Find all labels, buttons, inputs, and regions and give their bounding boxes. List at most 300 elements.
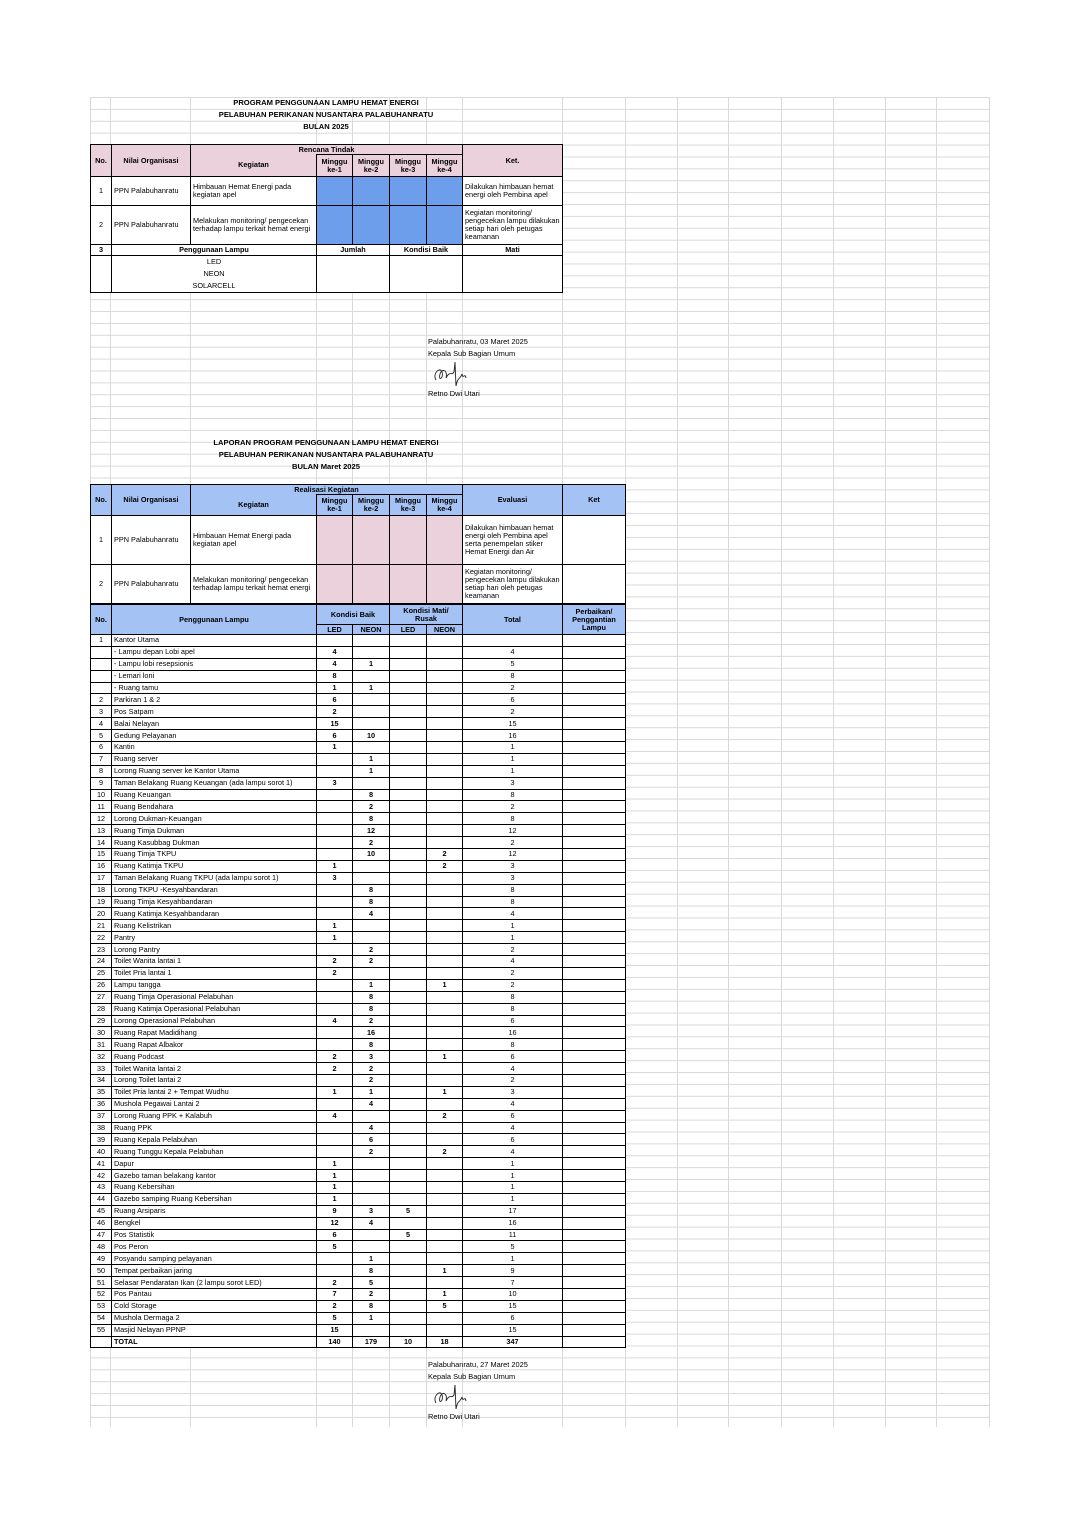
lamp-row-baik-neon <box>353 742 390 754</box>
lamp-row-mati-led <box>390 658 427 670</box>
lamp-row-no: 25 <box>91 967 112 979</box>
lamp-row-baik-led: 2 <box>317 1063 353 1075</box>
lamp-row-baik-neon <box>353 872 390 884</box>
lamp-row-mati-neon <box>427 777 463 789</box>
lamp-row-mati-led <box>390 1217 427 1229</box>
lamp-row-mati-led <box>390 967 427 979</box>
plan-week-cell <box>390 206 427 245</box>
lamp-row-no <box>91 682 112 694</box>
report-row-no: 1 <box>91 516 112 565</box>
lamp-row-no: 52 <box>91 1288 112 1300</box>
lamp-row-no: 16 <box>91 860 112 872</box>
lamp-row-total: 9 <box>463 1265 563 1277</box>
report-row-org: PPN Palabuhanratu <box>112 565 191 604</box>
lamp-row-repair <box>563 837 626 849</box>
lamp-row-no: 36 <box>91 1098 112 1110</box>
lamp-row-location: Posyandu samping pelayanan <box>112 1253 317 1265</box>
lamp-row <box>91 837 626 849</box>
lamp-row-mati-neon <box>427 765 463 777</box>
lamp-row-baik-neon <box>353 635 390 647</box>
lamp-row-total: 4 <box>463 1063 563 1075</box>
lamp-row-mati-neon <box>427 872 463 884</box>
lamp-row-repair <box>563 1253 626 1265</box>
lamp-row-location: Pos Statistik <box>112 1229 317 1241</box>
lamp-row-total: 6 <box>463 694 563 706</box>
lamp-row-baik-neon: 8 <box>353 884 390 896</box>
lamp-row-baik-led <box>317 1098 353 1110</box>
lamp-row-no: 35 <box>91 1086 112 1098</box>
lamp-row-location: Toilet Wanita lantai 2 <box>112 1063 317 1075</box>
lamp-row <box>91 872 626 884</box>
lamp-total-label: TOTAL <box>112 1336 317 1348</box>
lamp-row <box>91 730 626 742</box>
lamp-header-mati: Kondisi Mati/ Rusak <box>390 605 463 625</box>
report-week-cell <box>317 516 353 565</box>
lamp-row <box>91 1229 626 1241</box>
lamp-row-location: Pantry <box>112 932 317 944</box>
lamp-header-baik-led: LED <box>317 625 353 635</box>
lamp-row-no <box>91 658 112 670</box>
lamp-row-mati-led: 5 <box>390 1205 427 1217</box>
lamp-row <box>91 765 626 777</box>
lamp-row-total: 16 <box>463 1217 563 1229</box>
lamp-row-baik-led: 1 <box>317 932 353 944</box>
lamp-row-total: 4 <box>463 1122 563 1134</box>
lamp-row-no: 43 <box>91 1181 112 1193</box>
lamp-row-mati-led <box>390 670 427 682</box>
lamp-row-baik-led: 1 <box>317 1158 353 1170</box>
lamp-row-baik-led <box>317 635 353 647</box>
report-title-2: PELABUHAN PERIKANAN NUSANTARA PALABUHANRATU <box>218 450 434 459</box>
lamp-row-baik-led: 9 <box>317 1205 353 1217</box>
lamp-row-location: Toilet Pria lantai 1 <box>112 967 317 979</box>
lamp-row-repair <box>563 1051 626 1063</box>
lamp-row-no: 28 <box>91 1003 112 1015</box>
lamp-row-no: 27 <box>91 991 112 1003</box>
lamp-row-total: 4 <box>463 908 563 920</box>
lamp-row-repair <box>563 646 626 658</box>
lamp-row-mati-neon <box>427 1039 463 1051</box>
lamp-row-baik-led <box>317 1039 353 1051</box>
lamp-row-no: 5 <box>91 730 112 742</box>
lamp-row <box>91 801 626 813</box>
lamp-row <box>91 1217 626 1229</box>
plan-lamp-label: Penggunaan Lampu <box>112 245 317 256</box>
lamp-row-baik-neon: 2 <box>353 1288 390 1300</box>
lamp-row-mati-led <box>390 1241 427 1253</box>
report-header-realisasi: Realisasi Kegiatan <box>191 485 463 495</box>
plan-row-no: 2 <box>91 206 112 245</box>
lamp-row-location: Ruang Katimja TKPU <box>112 860 317 872</box>
lamp-row-no: 29 <box>91 1015 112 1027</box>
lamp-row-location: Kantin <box>112 742 317 754</box>
lamp-row-location: Balai Nelayan <box>112 718 317 730</box>
lamp-row-repair <box>563 694 626 706</box>
lamp-row <box>91 1003 626 1015</box>
lamp-row-location: Cold Storage <box>112 1300 317 1312</box>
lamp-row-baik-neon: 4 <box>353 908 390 920</box>
lamp-row-total: 8 <box>463 670 563 682</box>
lamp-row-location: Ruang Bendahara <box>112 801 317 813</box>
lamp-row-baik-led: 2 <box>317 1300 353 1312</box>
lamp-row-location: Masjid Nelayan PPNP <box>112 1324 317 1336</box>
lamp-row-baik-neon: 2 <box>353 1146 390 1158</box>
lamp-row-baik-neon: 8 <box>353 1003 390 1015</box>
lamp-row-baik-neon: 2 <box>353 956 390 968</box>
lamp-row-location: Ruang Timja Kesyahbandaran <box>112 896 317 908</box>
lamp-row-total: 3 <box>463 1086 563 1098</box>
lamp-row-repair <box>563 1158 626 1170</box>
lamp-row-repair <box>563 1134 626 1146</box>
lamp-row-mati-neon <box>427 753 463 765</box>
lamp-row-baik-led <box>317 1146 353 1158</box>
lamp-row-baik-led <box>317 896 353 908</box>
lamp-row-repair <box>563 967 626 979</box>
lamp-row-baik-neon: 1 <box>353 1086 390 1098</box>
lamp-row-mati-led <box>390 789 427 801</box>
lamp-row-no: 49 <box>91 1253 112 1265</box>
lamp-row-baik-neon <box>353 777 390 789</box>
plan-header-ket: Ket. <box>463 145 563 177</box>
lamp-row-baik-neon: 6 <box>353 1134 390 1146</box>
plan-row-ket: Dilakukan himbauan hemat energi oleh Pembina apel <box>463 177 563 206</box>
lamp-row <box>91 789 626 801</box>
lamp-row <box>91 1300 626 1312</box>
lamp-row-mati-neon <box>427 813 463 825</box>
plan-header-org: Nilai Organisasi <box>112 145 191 177</box>
lamp-row-baik-neon <box>353 694 390 706</box>
lamp-row-repair <box>563 801 626 813</box>
lamp-row-mati-neon <box>427 1122 463 1134</box>
lamp-row-repair <box>563 908 626 920</box>
lamp-row-baik-led: 1 <box>317 860 353 872</box>
lamp-row-repair <box>563 1063 626 1075</box>
lamp-row-mati-neon <box>427 1134 463 1146</box>
lamp-row-repair <box>563 860 626 872</box>
lamp-row-mati-led <box>390 635 427 647</box>
lamp-row-total: 1 <box>463 920 563 932</box>
lamp-row-baik-neon: 4 <box>353 1098 390 1110</box>
signature-image <box>428 360 474 388</box>
plan-row-kegiatan: Himbauan Hemat Energi pada kegiatan apel <box>191 177 317 206</box>
lamp-row-baik-neon: 2 <box>353 1063 390 1075</box>
lamp-row-no: 14 <box>91 837 112 849</box>
report-week-cell <box>353 516 390 565</box>
lamp-row-location: Lorong Toilet lantai 2 <box>112 1074 317 1086</box>
lamp-row <box>91 1134 626 1146</box>
lamp-row-mati-led <box>390 1277 427 1289</box>
lamp-row <box>91 1277 626 1289</box>
lamp-row-total: 11 <box>463 1229 563 1241</box>
lamp-row-no: 8 <box>91 765 112 777</box>
lamp-row-repair <box>563 1193 626 1205</box>
lamp-row-mati-led <box>390 932 427 944</box>
lamp-row-no: 22 <box>91 932 112 944</box>
lamp-row-location: Ruang server <box>112 753 317 765</box>
lamp-row <box>91 1063 626 1075</box>
lamp-row-mati-led <box>390 1074 427 1086</box>
lamp-row-baik-neon: 8 <box>353 789 390 801</box>
lamp-row-baik-neon: 12 <box>353 825 390 837</box>
lamp-row-repair <box>563 765 626 777</box>
lamp-row-repair <box>563 1324 626 1336</box>
lamp-row-baik-neon <box>353 1324 390 1336</box>
lamp-row-mati-neon <box>427 837 463 849</box>
lamp-row-total: 8 <box>463 896 563 908</box>
lamp-row <box>91 1253 626 1265</box>
lamp-row-baik-led <box>317 1003 353 1015</box>
lamp-row-location: Ruang Timja TKPU <box>112 849 317 861</box>
lamp-row-baik-neon: 4 <box>353 1122 390 1134</box>
lamp-row-baik-led: 3 <box>317 777 353 789</box>
report-header-w3: Minggu ke-3 <box>390 495 427 516</box>
sign-place-date: Palabuhanratu, 27 Maret 2025 <box>428 1360 528 1369</box>
lamp-row <box>91 920 626 932</box>
lamp-row-repair <box>563 1181 626 1193</box>
lamp-row-mati-neon <box>427 1241 463 1253</box>
lamp-row-total: 3 <box>463 860 563 872</box>
plan-week-cell <box>427 177 463 206</box>
lamp-row-repair <box>563 1098 626 1110</box>
lamp-row <box>91 849 626 861</box>
lamp-row-location: Ruang PPK <box>112 1122 317 1134</box>
lamp-row-baik-neon: 8 <box>353 1300 390 1312</box>
lamp-row-baik-led: 4 <box>317 658 353 670</box>
lamp-row-location: Lorong Pantry <box>112 944 317 956</box>
lamp-row-location: Pos Pantau <box>112 1288 317 1300</box>
lamp-row <box>91 635 626 647</box>
lamp-row-mati-led <box>390 1265 427 1277</box>
lamp-row-repair <box>563 944 626 956</box>
lamp-row-location: Gazebo samping Ruang Kebersihan <box>112 1193 317 1205</box>
lamp-row-baik-led: 5 <box>317 1241 353 1253</box>
lamp-row-no: 4 <box>91 718 112 730</box>
lamp-row-no: 46 <box>91 1217 112 1229</box>
lamp-row-location: Ruang Tunggu Kepala Pelabuhan <box>112 1146 317 1158</box>
lamp-row-no: 6 <box>91 742 112 754</box>
plan-row-org: PPN Palabuhanratu <box>112 177 191 206</box>
lamp-row-no: 23 <box>91 944 112 956</box>
lamp-row-location: Taman Belakang Ruang TKPU (ada lampu sorot 1) <box>112 872 317 884</box>
lamp-total-total: 347 <box>463 1336 563 1348</box>
lamp-row-mati-neon <box>427 1181 463 1193</box>
lamp-row <box>91 944 626 956</box>
lamp-row-total: 2 <box>463 944 563 956</box>
lamp-row-mati-neon: 1 <box>427 1051 463 1063</box>
lamp-row-repair <box>563 1039 626 1051</box>
report-row-no: 2 <box>91 565 112 604</box>
lamp-row-mati-led <box>390 1039 427 1051</box>
lamp-row-total: 1 <box>463 1181 563 1193</box>
lamp-row-total: 1 <box>463 1253 563 1265</box>
sign-position: Kepala Sub Bagian Umum <box>428 349 516 358</box>
lamp-row-no: 26 <box>91 979 112 991</box>
lamp-row-mati-led <box>390 1193 427 1205</box>
lamp-row-total: 2 <box>463 1074 563 1086</box>
lamp-row-total: 8 <box>463 1003 563 1015</box>
lamp-row-mati-neon <box>427 920 463 932</box>
lamp-row-location: Ruang Kasubbag Dukman <box>112 837 317 849</box>
lamp-row <box>91 813 626 825</box>
lamp-row-location: Bengkel <box>112 1217 317 1229</box>
lamp-row-mati-neon <box>427 682 463 694</box>
lamp-row-no: 15 <box>91 849 112 861</box>
plan-week-cell <box>390 177 427 206</box>
lamp-row-no: 40 <box>91 1146 112 1158</box>
report-row-org: PPN Palabuhanratu <box>112 516 191 565</box>
lamp-row-total: 17 <box>463 1205 563 1217</box>
lamp-row-mati-neon <box>427 646 463 658</box>
lamp-row-total: 6 <box>463 1051 563 1063</box>
lamp-row-mati-neon <box>427 1098 463 1110</box>
lamp-row-baik-neon: 2 <box>353 944 390 956</box>
lamp-row-baik-led: 3 <box>317 872 353 884</box>
lamp-row-mati-led <box>390 1253 427 1265</box>
lamp-row-no: 17 <box>91 872 112 884</box>
lamp-row-baik-led <box>317 1074 353 1086</box>
lamp-row-mati-neon <box>427 718 463 730</box>
lamp-row <box>91 646 626 658</box>
lamp-row-total: 15 <box>463 1324 563 1336</box>
lamp-row-repair <box>563 956 626 968</box>
lamp-row-repair <box>563 1146 626 1158</box>
report-header-evaluasi: Evaluasi <box>463 485 563 516</box>
lamp-row-repair <box>563 1003 626 1015</box>
lamp-row-mati-led <box>390 837 427 849</box>
lamp-row-location: Ruang Kebersihan <box>112 1181 317 1193</box>
lamp-row-no: 11 <box>91 801 112 813</box>
lamp-row <box>91 1205 626 1217</box>
lamp-row-mati-neon <box>427 1277 463 1289</box>
lamp-row-mati-led <box>390 944 427 956</box>
plan-table <box>90 144 563 293</box>
lamp-row-baik-neon: 16 <box>353 1027 390 1039</box>
report-week-cell <box>317 565 353 604</box>
lamp-row-baik-led: 6 <box>317 730 353 742</box>
lamp-row-no: 53 <box>91 1300 112 1312</box>
lamp-row-baik-led <box>317 1265 353 1277</box>
lamp-row-repair <box>563 635 626 647</box>
lamp-row-total: 8 <box>463 1039 563 1051</box>
lamp-row-total: 7 <box>463 1277 563 1289</box>
lamp-row-no: 54 <box>91 1312 112 1324</box>
lamp-row-baik-led <box>317 753 353 765</box>
lamp-total-neon: 179 <box>353 1336 390 1348</box>
lamp-row-mati-neon: 1 <box>427 979 463 991</box>
lamp-row-baik-neon <box>353 1241 390 1253</box>
lamp-row-baik-neon <box>353 967 390 979</box>
lamp-row-mati-neon <box>427 1015 463 1027</box>
lamp-row-mati-led <box>390 956 427 968</box>
lamp-row-mati-led <box>390 646 427 658</box>
lamp-row <box>91 1288 626 1300</box>
lamp-row-total: 6 <box>463 1134 563 1146</box>
report-row <box>91 516 626 565</box>
lamp-row-no: 41 <box>91 1158 112 1170</box>
lamp-usage-table <box>90 604 626 1348</box>
lamp-row-no: 2 <box>91 694 112 706</box>
report-row-kegiatan: Himbauan Hemat Energi pada kegiatan apel <box>191 516 317 565</box>
lamp-row-repair <box>563 872 626 884</box>
plan-lamp-baik: Kondisi Baik <box>390 245 463 256</box>
lamp-row-total: 15 <box>463 1300 563 1312</box>
lamp-row-baik-led <box>317 884 353 896</box>
lamp-row <box>91 718 626 730</box>
lamp-row-total: 1 <box>463 742 563 754</box>
lamp-row-repair <box>563 1027 626 1039</box>
lamp-row-mati-led <box>390 1015 427 1027</box>
lamp-row-mati-neon <box>427 1324 463 1336</box>
report-header-ket: Ket <box>563 485 626 516</box>
lamp-row-location: Parkiran 1 & 2 <box>112 694 317 706</box>
lamp-row-no: 50 <box>91 1265 112 1277</box>
lamp-row-total: 2 <box>463 967 563 979</box>
lamp-row-baik-led <box>317 979 353 991</box>
lamp-row-mati-led <box>390 1170 427 1182</box>
lamp-row-repair <box>563 1205 626 1217</box>
lamp-row-no: 9 <box>91 777 112 789</box>
lamp-row-baik-neon: 8 <box>353 813 390 825</box>
lamp-row-baik-led <box>317 813 353 825</box>
lamp-row-mati-led <box>390 1027 427 1039</box>
lamp-row-mati-led <box>390 849 427 861</box>
lamp-row-baik-led <box>317 837 353 849</box>
lamp-row-baik-neon: 1 <box>353 682 390 694</box>
lamp-row-mati-led <box>390 1134 427 1146</box>
lamp-row-mati-neon <box>427 1205 463 1217</box>
lamp-row-total: 5 <box>463 1241 563 1253</box>
lamp-row-mati-neon <box>427 694 463 706</box>
sign-name: Retno Dwi Utari <box>428 389 480 398</box>
lamp-row-total: 2 <box>463 801 563 813</box>
lamp-row-baik-led: 6 <box>317 694 353 706</box>
lamp-row-baik-led: 4 <box>317 1015 353 1027</box>
lamp-row-repair <box>563 789 626 801</box>
plan-row <box>91 206 563 245</box>
lamp-row <box>91 1110 626 1122</box>
lamp-row-total: 16 <box>463 730 563 742</box>
lamp-header-usage: Penggunaan Lampu <box>112 605 317 635</box>
lamp-row-total: 4 <box>463 1146 563 1158</box>
lamp-row-repair <box>563 718 626 730</box>
lamp-row-total: 15 <box>463 718 563 730</box>
lamp-row-mati-neon <box>427 730 463 742</box>
lamp-row <box>91 896 626 908</box>
lamp-row-mati-neon <box>427 670 463 682</box>
lamp-row-location: Lampu tangga <box>112 979 317 991</box>
lamp-row-mati-neon: 1 <box>427 1265 463 1277</box>
lamp-row-baik-neon: 8 <box>353 1265 390 1277</box>
lamp-row-total: 2 <box>463 837 563 849</box>
lamp-row-no: 39 <box>91 1134 112 1146</box>
lamp-total-led: 140 <box>317 1336 353 1348</box>
plan-week-cell <box>353 206 390 245</box>
report-header-no: No. <box>91 485 112 516</box>
plan-title-1: PROGRAM PENGGUNAAN LAMPU HEMAT ENERGI <box>233 98 419 107</box>
lamp-row-baik-led: 1 <box>317 1170 353 1182</box>
lamp-row-location: Ruang Rapat Albakor <box>112 1039 317 1051</box>
lamp-row-mati-neon <box>427 908 463 920</box>
lamp-row-no: 12 <box>91 813 112 825</box>
lamp-row-mati-led <box>390 920 427 932</box>
lamp-row-mati-neon <box>427 1027 463 1039</box>
lamp-row-total: 1 <box>463 765 563 777</box>
lamp-row-no: 34 <box>91 1074 112 1086</box>
lamp-row-total: 3 <box>463 872 563 884</box>
lamp-row-mati-neon <box>427 789 463 801</box>
lamp-header-repair: Perbaikan/ Penggantian Lampu <box>563 605 626 635</box>
lamp-row-baik-neon: 10 <box>353 849 390 861</box>
